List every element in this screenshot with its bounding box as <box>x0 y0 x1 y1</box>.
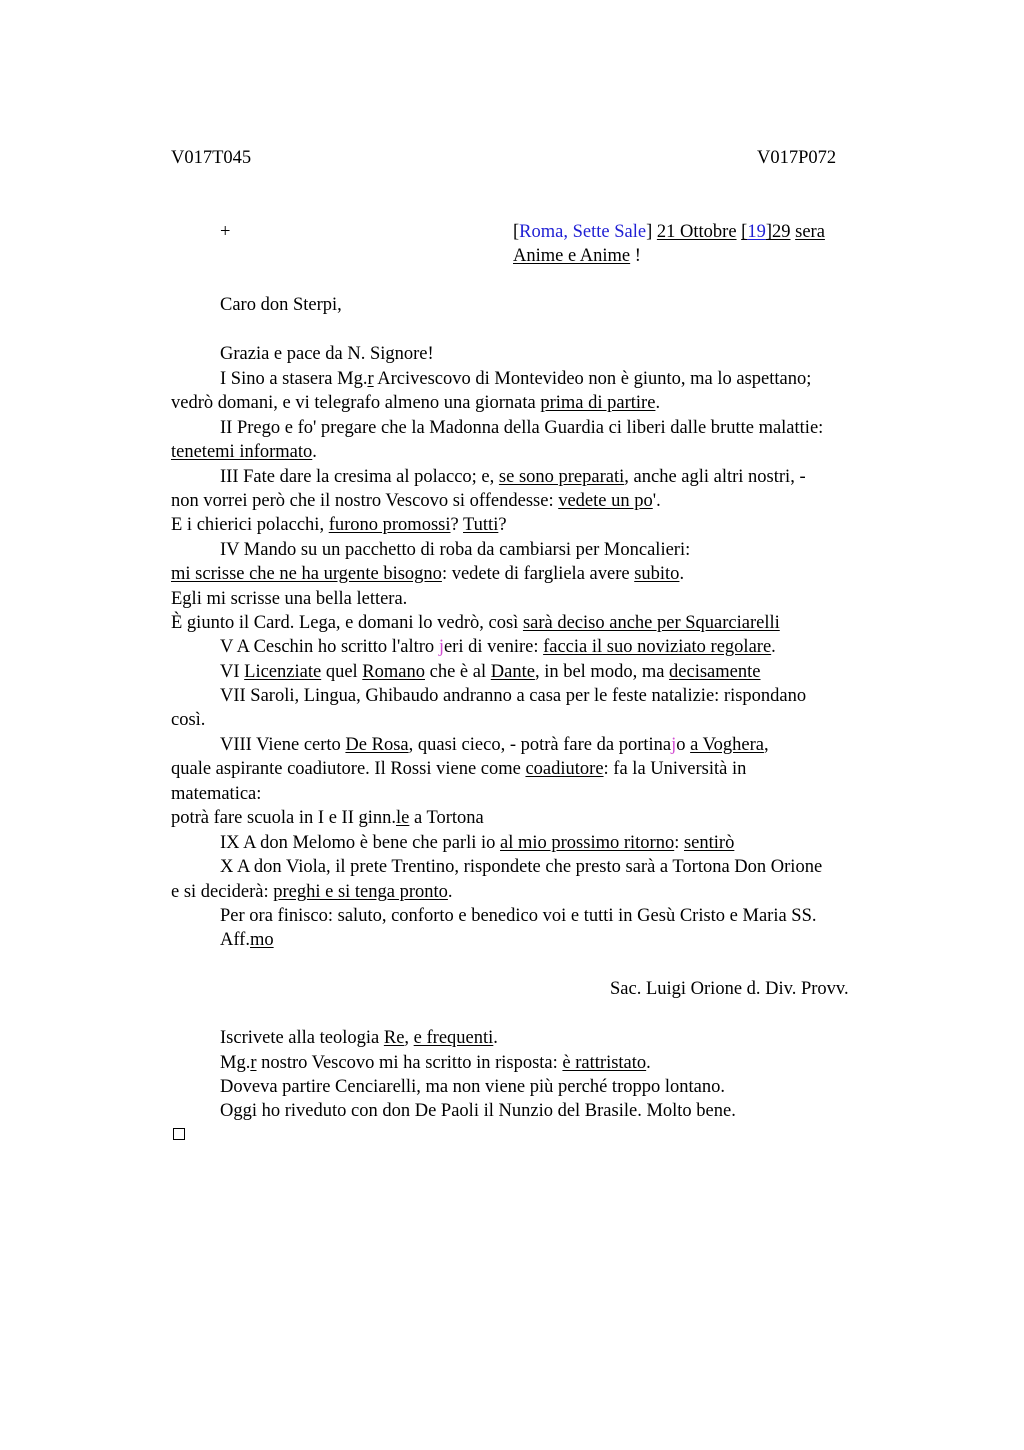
text: furono promossi <box>328 515 451 535</box>
cross-mark: + <box>220 222 231 242</box>
paragraph-2-line-2 <box>171 440 317 464</box>
motto <box>513 244 641 268</box>
text: IX A don Melomo è bene che parli io <box>220 833 501 853</box>
text: ? <box>450 515 464 535</box>
text: prima di partire <box>540 393 656 413</box>
bracket: [ <box>513 222 520 242</box>
closing-line: Per ora finisco: saluto, conforto e benedico voi e tutti in Gesù Cristo e Maria SS. <box>220 906 817 926</box>
postscript-line-2 <box>220 1051 651 1075</box>
text: vedete un po <box>558 491 653 511</box>
paragraph-1-line-2 <box>171 391 660 415</box>
text: nostro Vescovo mi ha scritto in risposta: <box>256 1053 563 1073</box>
year-end: 29 <box>772 222 791 242</box>
paragraph-3-line-1 <box>220 465 806 489</box>
paragraph-3-line-3 <box>171 513 507 537</box>
text: mo <box>249 930 274 950</box>
text: De Rosa <box>345 735 409 755</box>
text: VIII Viene certo <box>220 735 346 755</box>
text: faccia il suo noviziato regolare <box>543 637 772 657</box>
text: se sono preparati <box>498 467 625 487</box>
text: le <box>396 808 410 828</box>
postscript-line-4: Oggi ho riveduto con don De Paoli il Nunzio del Brasile. Molto bene. <box>220 1101 736 1121</box>
text: , <box>404 1028 414 1048</box>
text: '. <box>652 491 661 511</box>
motto-text: Anime e Anime <box>513 246 631 266</box>
text: E i chierici polacchi, <box>171 515 329 535</box>
text: a Tortona <box>409 808 484 828</box>
text: V A Ceschin ho scritto l'altro <box>220 637 439 657</box>
text: . <box>655 393 661 413</box>
bracket: ] <box>646 222 653 242</box>
text: e frequenti <box>413 1028 494 1048</box>
text: è rattristato <box>562 1053 647 1073</box>
paragraph-6 <box>220 660 760 684</box>
text: Dante <box>490 662 535 682</box>
bracket: ] <box>765 222 772 242</box>
year-century: 19 <box>747 222 766 242</box>
text: Mg. <box>220 1053 251 1073</box>
text: non vorrei però che il nostro Vescovo si offendesse: <box>171 491 559 511</box>
text: quale aspirante coadiutore. Il Rossi viene come <box>171 759 526 779</box>
text: j <box>671 735 677 755</box>
postscript-line-3: Doveva partire Cenciarelli, ma non viene più perché troppo lontano. <box>220 1077 725 1097</box>
text: vedrò domani, e vi telegrafo almeno una giornata <box>171 393 541 413</box>
motto-excl: ! <box>630 246 641 266</box>
end-square-icon <box>173 1128 185 1140</box>
text: . <box>679 564 685 584</box>
paragraph-3-line-2 <box>171 489 661 513</box>
text: Licenziate <box>244 662 322 682</box>
text: : vedete di fargliela avere <box>441 564 635 584</box>
paragraph-4-line-2 <box>171 562 684 586</box>
paragraph-8-line-3: matematica: <box>171 784 262 804</box>
text: o <box>676 735 691 755</box>
salutation: Caro don Sterpi, <box>220 295 342 315</box>
paragraph-7-line-1: VII Saroli, Lingua, Ghibaudo andranno a casa per le feste natalizie: rispondano <box>220 686 807 706</box>
text: potrà fare scuola in I e II ginn. <box>171 808 396 828</box>
paragraph-4-line-3: Egli mi scrisse una bella lettera. <box>171 589 408 609</box>
text: decisamente <box>669 662 761 682</box>
text: a Voghera <box>690 735 764 755</box>
text: sentirò <box>683 833 735 853</box>
text: coadiutore <box>525 759 604 779</box>
text: eri di venire: <box>443 637 544 657</box>
text: . <box>493 1028 498 1048</box>
paragraph-8-line-1 <box>220 733 769 757</box>
text: Aff. <box>220 930 250 950</box>
text: VI <box>220 662 245 682</box>
paragraph-4-line-4 <box>171 611 780 635</box>
sera: sera <box>795 222 825 242</box>
text: , in bel modo, ma <box>534 662 670 682</box>
place: Roma, Sette Sale <box>519 222 647 242</box>
text: ? <box>498 515 507 535</box>
text: , <box>763 735 769 755</box>
paragraph-10-line-1: X A don Viola, il prete Trentino, rispondete che presto sarà a Tortona Don Orione <box>220 857 823 877</box>
text: Re <box>383 1028 405 1048</box>
text: . <box>312 442 317 462</box>
paragraph-8-line-4 <box>171 806 484 830</box>
text: subito <box>634 564 680 584</box>
header-left-code: V017T045 <box>171 148 252 168</box>
text: preghi e si tenga pronto <box>273 882 448 902</box>
text: Iscrivete alla teologia <box>220 1028 384 1048</box>
paragraph-7-line-2: così. <box>171 710 206 730</box>
text: Arcivescovo di Montevideo non è giunto, ma lo aspettano; <box>373 369 812 389</box>
dateline <box>513 220 825 244</box>
paragraph-9 <box>220 831 734 855</box>
text: al mio prossimo ritorno <box>500 833 675 853</box>
bracket: [ <box>741 222 748 242</box>
paragraph-4-line-1: IV Mando su un pacchetto di roba da cambiarsi per Moncalieri: <box>220 540 691 560</box>
text: che è al <box>425 662 491 682</box>
text: e si deciderà: <box>171 882 274 902</box>
text: Romano <box>362 662 425 682</box>
date-day: 21 Ottobre <box>656 222 737 242</box>
text: Tutti <box>463 515 499 535</box>
text: quel <box>321 662 363 682</box>
text: , anche agli altri nostri, - <box>624 467 806 487</box>
text: III Fate dare la cresima al polacco; e, <box>220 467 499 487</box>
greeting: Grazia e pace da N. Signore! <box>220 344 434 364</box>
text: I Sino a stasera Mg. <box>220 369 368 389</box>
header-right-code: V017P072 <box>757 148 837 168</box>
text: . <box>771 637 776 657</box>
text: j <box>438 637 444 657</box>
paragraph-1-line-1 <box>220 367 811 391</box>
text: r <box>367 369 374 389</box>
text: , quasi cieco, - potrà fare da portina <box>408 735 672 755</box>
text: r <box>250 1053 257 1073</box>
text: : fa la Università in <box>603 759 747 779</box>
text: : <box>674 833 684 853</box>
paragraph-10-line-2 <box>171 880 453 904</box>
text: mi scrisse che ne ha urgente bisogno <box>171 564 442 584</box>
closing-aff <box>220 928 274 952</box>
text: tenetemi informato <box>171 442 313 462</box>
text: sarà deciso anche per Squarciarelli <box>522 613 780 633</box>
paragraph-2-line-1: II Prego e fo' pregare che la Madonna della Guardia ci liberi dalle brutte malattie: <box>220 418 824 438</box>
signature: Sac. Luigi Orione d. Div. Provv. <box>610 979 849 999</box>
paragraph-5 <box>220 635 776 659</box>
text: È giunto il Card. Lega, e domani lo vedrò, così <box>171 613 523 633</box>
text: . <box>646 1053 651 1073</box>
text: . <box>447 882 453 902</box>
paragraph-8-line-2 <box>171 757 746 781</box>
postscript-line-1 <box>220 1026 498 1050</box>
